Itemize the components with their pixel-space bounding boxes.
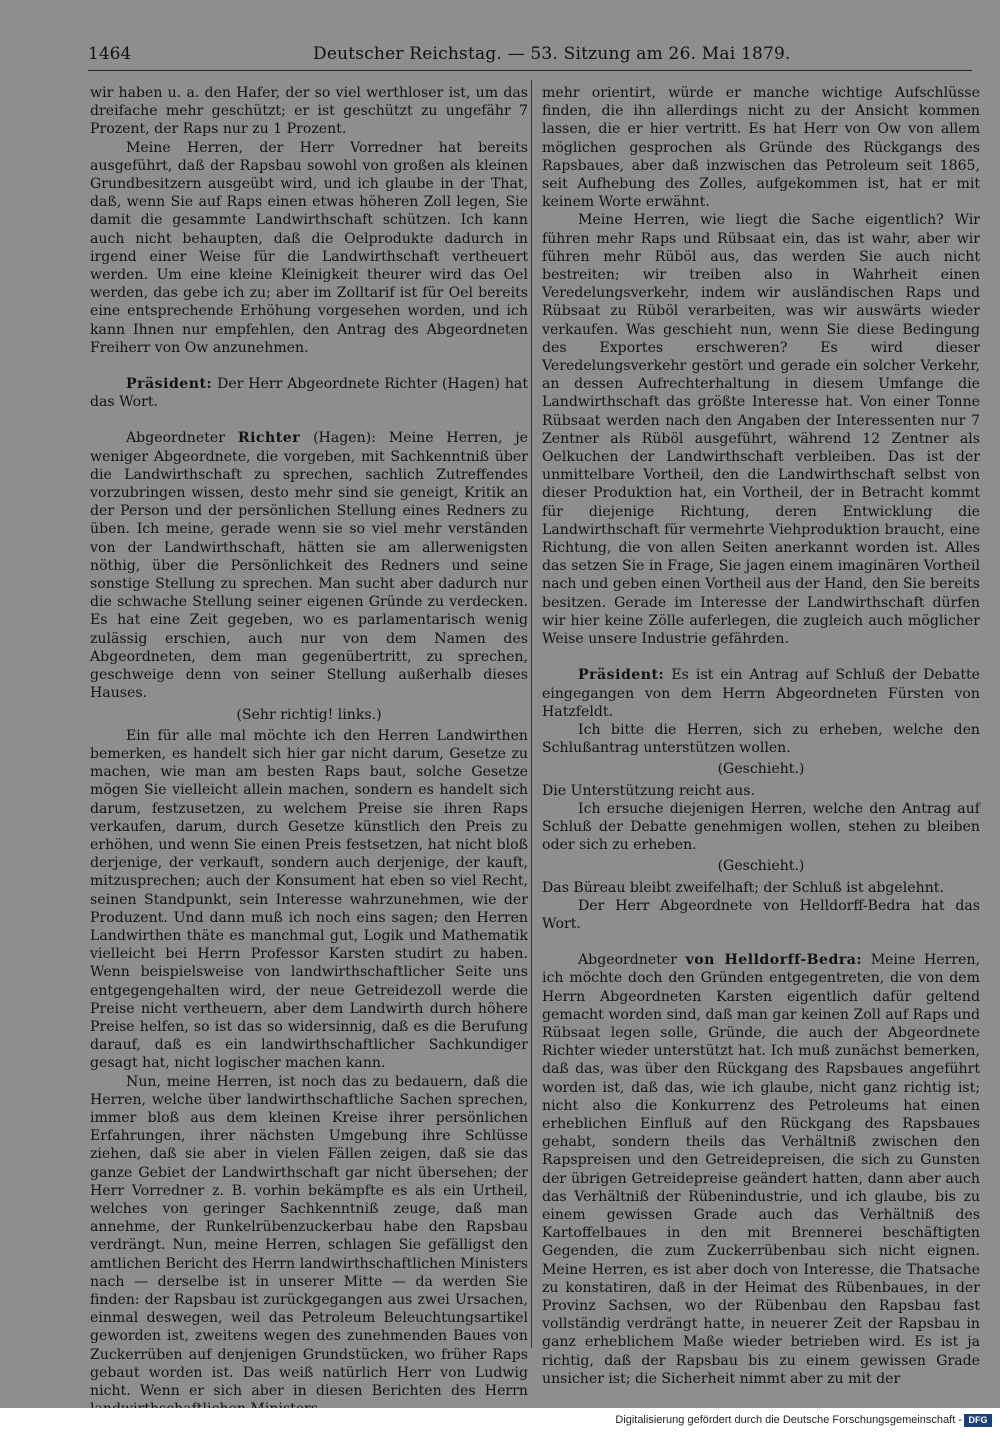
speaker-label: Präsident: [578, 667, 665, 684]
paragraph: Der Herr Abgeordnete von Helldorff-Bedra hat das Wort. [542, 897, 980, 932]
paragraph: Meine Herren, der Herr Vorredner hat bereits ausgeführt, daß der Rapsbau sowohl von großen als kleinen Grundbesitzern ausgeübt wird, und ich glaube in der That, daß, wenn Sie auf Raps einen etwas höheren Zoll legen, Sie damit die gesammte Landwirthschaft schützen. Ich kann auch nicht behaupten, daß die Oelprodukte dadurch in irgend einer Weise für die Landwirthschaft vertheuert werden. Um eine kleine Kleinigkeit theurer wird das Oel werden, das gebe ich zu; aber im Zolltarif ist für Oel bereits eine entsprechende Erhöhung vorgesehen worden, und ich kann Ihnen nur empfehlen, den Antrag des Abgeordneten Freiherr von Ow anzunehmen. [90, 139, 528, 356]
speaker-prefix: Abgeordneter [126, 430, 225, 447]
speaker-label: von Helldorff-Bedra: [685, 952, 863, 969]
paragraph: Ein für alle mal möchte ich den Herren Landwirthen bemerken, es handelt sich hier gar nicht darum, Gesetze zu machen, wie man am besten Raps baut, solche Gesetze mögen Sie vielleicht allein machen, sondern es handelt sich darum, festzusetzen, zu welchem Preise sie ihren Raps verkaufen, darum, durch Gesetze künstlich den Preis zu erhöhen, und wenn Sie einen Preis festsetzen, hat nicht bloß derjenige, der verkauft, sondern auch derjenige, der kauft, mitzusprechen; auch der Konsument hat eben so viel Recht, seinen Standpunkt, sein Interesse wahrzunehmen, wie der Produzent. Und dann muß ich noch eins sagen; den Herren Landwirthen thäte es manchmal gut, Logik und Mathematik vielleicht bei Herrn Professor Karsten studirt zu haben. Wenn beispielsweise von landwirthschaftlicher Seite uns entgegengehalten wird, der neue Getreidezoll werde die Preise nicht vertheuern, aber dem Landwirth durch höhere Preise helfen, so ist das so widersinnig, daß es die Berufung darauf, daß es ein landwirthschaftlicher Sachkundiger gesagt hat, nicht logischer machen kann. [90, 727, 528, 1072]
right-column [542, 84, 980, 1388]
paragraph: Ich bitte die Herren, sich zu erheben, welche den Schlußantrag unterstützen wollen. [542, 721, 980, 757]
paragraph-text: Es ist ein Antrag auf Schluß der Debatte eingegangen von dem Herrn Abgeordneten Fürsten von Hatzfeldt. [542, 667, 980, 720]
column-divider [531, 80, 532, 1348]
speaker-paragraph [542, 951, 980, 1388]
paragraph: Nun, meine Herren, ist noch das zu bedauern, daß die Herren, welche über landwirthschaftliche Sachen sprechen, immer bloß aus dem kleinen Kreise ihrer persönlichen Erfahrungen, ihrer nächsten Umgebung ihre Schlüsse ziehen, daß sie aber in vielen Fällen zeigen, daß sie das ganze Gebiet der Landwirthschaft gar nicht übersehen; der Herr Vorredner z. B. vorhin bekämpfte es als ein Urtheil, welches von geringer Sachkenntniß zeuge, daß man annehme, der Runkelrübenzuckerbau habe den Rapsbau verdrängt. Nun, meine Herren, schlagen Sie gefälligst den amtlichen Bericht des Herrn landwirthschaftlichen Ministers nach — derselbe ist in unserer Mitte — da werden Sie finden: der Rapsbau ist zurückgegangen aus zwei Ursachen, einmal deswegen, weil das Petroleum Beleuchtungsartikel geworden ist, zweitens wegen des zunehmenden Baues von Zuckerrüben auf denjenigen Grundstücken, wo früher Raps gebaut worden ist. Das weiß natürlich Herr von Ludwig nicht. Wenn er sich aber in diesen Berichten des Herrn [90, 1073, 528, 1400]
speaker-paragraph [90, 429, 528, 702]
running-title: Deutscher Reichstag. — 53. Sitzung am 26. Mai 1879. [313, 44, 791, 64]
dfg-logo-icon: DFG [964, 1414, 992, 1427]
interjection: (Sehr richtig! links.) [236, 706, 382, 723]
paragraph: mehr orientirt, würde er manche wichtige Aufschlüsse finden, die ihn allerdings nicht zu der Ansicht kommen lassen, die er hier vertritt. Es hat Herr von Ow von allem möglichen gesprochen als Gründe des Rückgangs des Rapsbaues, aber daß inzwischen das Petroleum seit 1865, seit Aufhebung des Zolles, aufgekommen ist, hat er mit keinem Worte erwähnt. [542, 85, 980, 211]
digitization-credit: Digitalisierung gefördert durch die Deutsche Forschungsgemeinschaft - [615, 1414, 962, 1426]
speaker-paragraph [542, 666, 980, 721]
speaker-label: Richter [237, 430, 301, 447]
page-header [88, 44, 972, 71]
paragraph-text: Meine Herren, ich möchte doch den Gründen entgegentreten, die von dem Herrn Abgeordneten Karsten eigentlich dafür geltend gemacht worden sind, daß man gar keinen Zoll auf Raps und Rübsaat legen solle, Gründe, die auch der Abgeordnete Richter wieder unterstützt hat. Ich muß zunächst bemerken, daß das, was über den Rückgang des Rapsbaues angeführt worden ist, daß das, wie ich glaube, nicht ganz richtig ist; nicht also die Konkurrenz des Petroleums hat einen erheblichen Einfluß auf den Rückgang des Rapsbaues gehabt, sondern theils das Verhältniß zwischen den Rapspreisen und den Getreidepreisen, die sich zu Gunsten der übrigen Getreidepreise geändert hatten, dann aber auch das Verhältniß der Rübenindustrie, und ich glaube, bis zu einem gewissen Grade auch das Verhältniß des Kartoffelbaues in den mit Brennerei beschäftigten Gegenden, die zum Zuckerrübenbau sich nicht eignen. Meine Herren, es ist aber doch von Interesse, die Thatsache zu konstatiren, daß in der Heimat des Rübenbaues, in der Provinz Sachsen, wo der Rübenbau den Rapsbau fast vollständig verdrängt hatte, in neuerer Zeit der Rapsbau in ganz erheblichem Maße wieder betrieben wird. Es ist ja richtig, daß der Rapsbau bis zu einem gewissen Grade unsicher ist; die Sicherheit nimmt aber zu mit der [542, 952, 981, 1387]
paragraph-text: Der Herr Abgeordnete Richter (Hagen) hat das Wort. [90, 376, 528, 411]
paragraph: Ich ersuche diejenigen Herren, welche den Antrag auf Schluß der Debatte genehmigen wollen, stehen zu bleiben oder sich zu erheben. [542, 800, 980, 854]
speaker-label: Präsident: [126, 376, 213, 393]
paragraph-text: Meine Herren, je weniger Abgeordnete, die vorgeben, mit Sachkenntniß über die Landwirthschaft zu sprechen, sachlich Zutreffendes vorzubringen wissen, desto mehr sind sie geneigt, Kritik an der Person und der persönlichen Stellung eines Redners zu üben. Ich meine, gerade wenn sie so viel mehr verständen von der Landwirthschaft, hätten sie am allerwenigsten nöthig, über die Persönlichkeit des Redners und seine sonstige Stellung zu sprechen. Man sucht aber dadurch nur die schwache Stellung seiner eigenen Gründe zu verdecken. Es hat eine Zeit gegeben, wo es parlamentarisch wenig zulässig erschien, auch nur von dem Namen des Abgeordneten, dem man gegenübertritt, zu sprechen, geschweige denn von seiner Stellung außerhalb dieses Hauses. [90, 430, 529, 702]
speaker-paragraph [90, 375, 528, 411]
paragraph: Die Unterstützung reicht aus. [542, 782, 755, 799]
paragraph: Meine Herren, wie liegt die Sache eigentlich? Wir führen mehr Raps und Rübsaat ein, das ist wahr, aber wir führen mehr Rüböl aus, das werden Sie auch nicht bestreiten; wir treiben also in Wahrheit einen Veredelungsverkehr, indem wir ausländischen Raps und Rübsaat zu Rüböl verarbeiten, was wir auswärts wieder verkaufen. Was geschieht nun, wenn Sie diese Bedingung des Exportes erschweren? Es wird dieser Veredelungsverkehr gestört und gerade ein solcher Verkehr, an dessen Aufrechterhaltung in diesem Umfange die Landwirthschaft das größte Interesse hat. Von einer Tonne Rübsaat werden nach den Angaben der Interessenten nur 7 Zentner als Rüböl ausgeführt, während 12 Zentner als Oelkuchen der Landwirthschaft verbleiben. Das ist der unmittelbare Vortheil, den die Landwirthschaft selbst von dieser Produktion hat, ein Vortheil, der in Betracht kommt für diejenige Richtung, deren Entwicklung die Landwirthschaft für vermehrte Viehproduktion braucht, eine Richtung, die von allen Seiten anerkannt worden ist. Alles das setzen Sie in Frage, Sie jagen einem imaginären Vortheil nach und geben einen Vortheil aus der Hand, den Sie bereits besitzen. Gerade im Interesse der Landwirthschaft dürfen wir hier keine Zölle auferlegen, die zugleich auch möglicher Weise unsere Industrie gefährden. [542, 212, 980, 648]
speaker-suffix: (Hagen): [313, 430, 376, 447]
speaker-prefix: Abgeordneter [578, 952, 677, 969]
footer-bar [0, 1408, 1000, 1432]
interjection: (Geschieht.) [717, 761, 805, 778]
left-column [90, 84, 528, 1418]
paragraph: wir haben u. a. den Hafer, der so viel werthloser ist, um das dreifache mehr geschützt; er ist geschützt zu ungefähr 7 Prozent, der Raps nur zu 1 Prozent. [90, 85, 528, 138]
page-number: 1464 [88, 44, 132, 64]
paragraph: Das Büreau bleibt zweifelhaft; der Schluß ist abgelehnt. [542, 879, 944, 896]
interjection: (Geschieht.) [717, 858, 805, 875]
